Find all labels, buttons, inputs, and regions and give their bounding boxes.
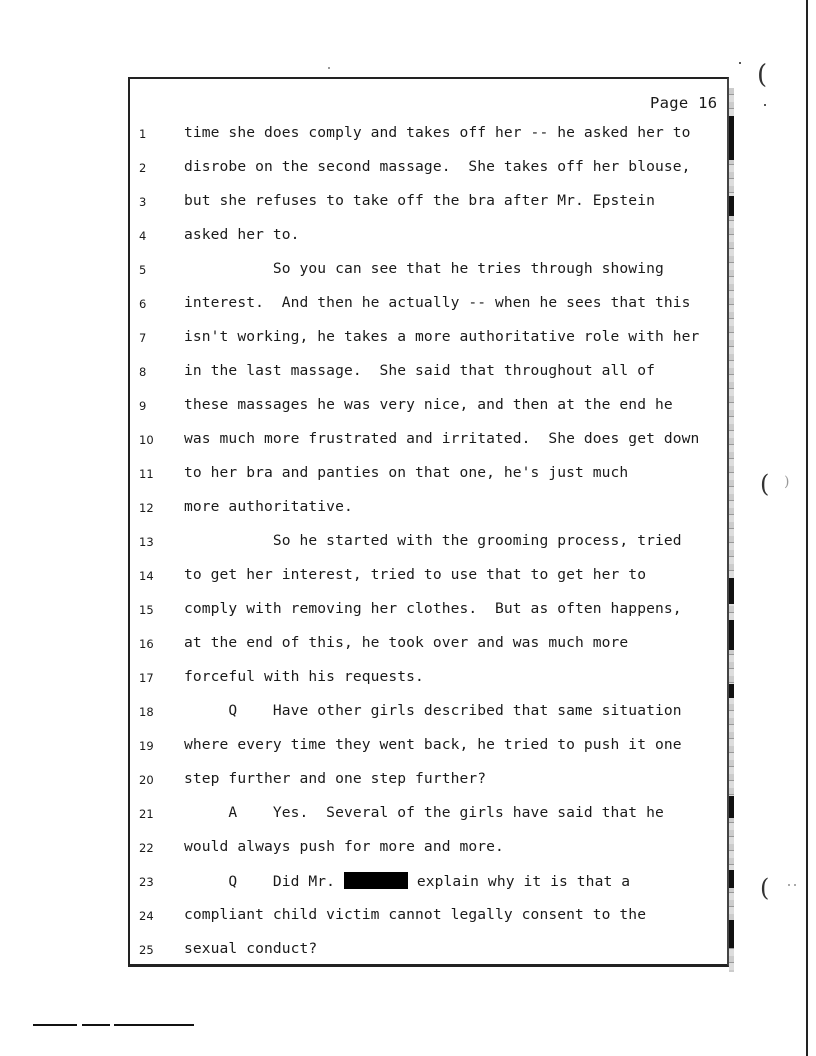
transcript-line: isn't working, he takes a more authoritative role with her (184, 328, 700, 345)
transcript-line: step further and one step further? (184, 770, 487, 787)
line-number: 24 (139, 909, 154, 923)
line-number: 11 (139, 467, 154, 481)
transcript-line: forceful with his requests. (184, 668, 424, 685)
transcript-line: would always push for more and more. (184, 838, 504, 855)
transcript-line: A Yes. Several of the girls have said that he (184, 804, 664, 821)
line-number: 19 (139, 739, 154, 753)
page-number: Page 16 (650, 94, 718, 112)
transcript-frame (128, 77, 729, 967)
line-number: 10 (139, 433, 154, 447)
scan-margin-bar (729, 88, 734, 972)
line-number: 5 (139, 263, 147, 277)
transcript-line: compliant child victim cannot legally consent to the (184, 906, 647, 923)
line-number: 15 (139, 603, 154, 617)
redaction-block (344, 872, 408, 889)
line-number: 12 (139, 501, 154, 515)
transcript-line-part: Q Did Mr. (184, 873, 344, 890)
line-number: 18 (139, 705, 154, 719)
transcript-line: Q Have other girls described that same situation (184, 702, 682, 719)
transcript-line: interest. And then he actually -- when he sees that this (184, 294, 691, 311)
transcript-line (184, 872, 630, 890)
line-number: 14 (139, 569, 154, 583)
transcript-line: these massages he was very nice, and then at the end he (184, 396, 673, 413)
margin-paren-mark: ( (760, 874, 770, 902)
margin-paren-mark: ( (760, 470, 770, 498)
line-number: 23 (139, 875, 154, 889)
transcript-line-part: explain why it is that a (407, 873, 631, 890)
line-number: 17 (139, 671, 154, 685)
line-number: 7 (139, 331, 147, 345)
footer-rule-segment (33, 1024, 77, 1026)
transcript-line: where every time they went back, he tried to push it one (184, 736, 682, 753)
transcript-line: time she does comply and takes off her -- he asked her to (184, 124, 691, 141)
line-number: 1 (139, 127, 147, 141)
transcript-line: to her bra and panties on that one, he's just much (184, 464, 629, 481)
transcript-line: sexual conduct? (184, 940, 318, 957)
line-number: 8 (139, 365, 147, 379)
transcript-line: comply with removing her clothes. But as often happens, (184, 600, 682, 617)
line-number: 20 (139, 773, 154, 787)
margin-paren-mark: ) (784, 474, 790, 490)
page-edge-line (806, 0, 808, 1056)
transcript-line: So he started with the grooming process, tried (184, 532, 682, 549)
line-number: 13 (139, 535, 154, 549)
line-number: 3 (139, 195, 147, 209)
footer-rule-segment (114, 1024, 194, 1026)
line-number: 4 (139, 229, 147, 243)
line-number: 21 (139, 807, 154, 821)
scan-speck (764, 104, 766, 106)
margin-paren-mark: ( (757, 60, 768, 90)
scan-speck (328, 67, 330, 69)
footer-rule-segment (82, 1024, 110, 1026)
transcript-line: but she refuses to take off the bra after Mr. Epstein (184, 192, 655, 209)
scan-speck (739, 62, 741, 64)
line-number: 6 (139, 297, 147, 311)
transcript-line: more authoritative. (184, 498, 353, 515)
line-number: 9 (139, 399, 147, 413)
line-number: 22 (139, 841, 154, 855)
scan-speck (788, 884, 790, 886)
transcript-line: in the last massage. She said that throughout all of (184, 362, 655, 379)
transcript-line: asked her to. (184, 226, 300, 243)
transcript-line: disrobe on the second massage. She takes off her blouse, (184, 158, 691, 175)
scan-speck (794, 884, 796, 886)
transcript-line: to get her interest, tried to use that to get her to (184, 566, 647, 583)
transcript-line: So you can see that he tries through showing (184, 260, 664, 277)
line-number: 2 (139, 161, 147, 175)
line-number: 16 (139, 637, 154, 651)
line-number: 25 (139, 943, 154, 957)
transcript-line: was much more frustrated and irritated. She does get down (184, 430, 700, 447)
transcript-line: at the end of this, he took over and was much more (184, 634, 629, 651)
